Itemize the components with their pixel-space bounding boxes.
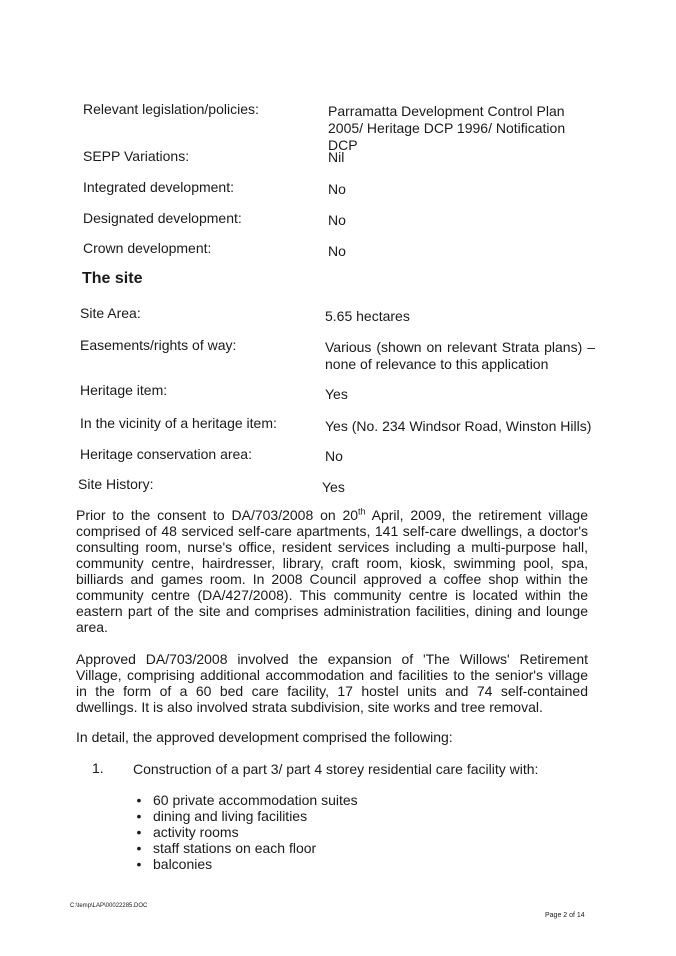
item-number: 1. <box>92 760 104 776</box>
legislation-value: Parramatta Development Control Plan 2005/ Heritage DCP 1996/ Notification DCP <box>328 103 566 153</box>
file-path: C:\temp\LAP\00022285.DOC <box>70 903 148 909</box>
heritage-vicinity-label: In the vicinity of a heritage item: <box>80 415 277 431</box>
sepp-label: SEPP Variations: <box>83 148 190 164</box>
site-heading: The site <box>82 270 143 287</box>
bullet-icon: • <box>136 824 142 840</box>
easements-value: Various (shown on relevant Strata plans) – none of relevance to this application <box>325 339 595 372</box>
paragraph-text: Prior to the consent to DA/703/2008 on 20 <box>76 507 359 523</box>
bullet-icon: • <box>136 808 142 824</box>
list-item <box>133 792 358 808</box>
bullet-icon: • <box>136 840 142 856</box>
bullet-text: balconies <box>153 856 213 872</box>
bullet-text: activity rooms <box>153 824 239 840</box>
heritage-item-value: Yes <box>325 386 348 402</box>
legislation-label: Relevant legislation/policies: <box>83 101 259 117</box>
item-text: Construction of a part 3/ part 4 storey residential care facility with: <box>133 761 539 777</box>
bullet-icon: • <box>136 856 142 872</box>
bullet-text: 60 private accommodation suites <box>153 792 358 808</box>
integrated-label: Integrated development: <box>83 179 234 195</box>
designated-label: Designated development: <box>83 210 242 226</box>
site-history-label: Site History: <box>78 476 154 492</box>
list-item <box>133 824 358 840</box>
site-area-label: Site Area: <box>80 305 141 321</box>
integrated-value: No <box>328 181 346 197</box>
easements-label: Easements/rights of way: <box>80 337 237 353</box>
site-history-value: Yes <box>322 479 345 495</box>
list-item <box>133 840 358 856</box>
page-number: Page 2 of 14 <box>545 912 585 919</box>
designated-value: No <box>328 212 346 228</box>
conservation-area-value: No <box>325 448 343 464</box>
paragraph-text: April, 2009, the retirement village comprised of 48 serviced self-care apartments, 141 self-care dwellings, a doctor's consulting room, nurse's office, resident services including a multi-purpose hall, community centre, hairdresser, library, craft room, kiosk, swimming pool, spa, billiards and games room. In 2008 Council approved a coffee shop within the community centre (DA/427/2008). This community centre is located within the eastern part of the site and comprises administration facilities, dining and lounge area. <box>76 507 589 635</box>
facility-bullet-list <box>133 792 358 872</box>
crown-label: Crown development: <box>83 240 212 256</box>
crown-value: No <box>328 243 346 259</box>
detail-intro: In detail, the approved development comprised the following: <box>76 729 453 745</box>
heritage-item-label: Heritage item: <box>80 382 168 398</box>
bullet-text: dining and living facilities <box>153 808 308 824</box>
bullet-text: staff stations on each floor <box>153 840 317 856</box>
site-history-paragraph <box>76 507 588 635</box>
bullet-icon: • <box>136 792 142 808</box>
sepp-value: Nil <box>328 149 345 165</box>
heritage-vicinity-value: Yes (No. 234 Windsor Road, Winston Hills) <box>325 418 592 434</box>
approved-da-paragraph: Approved DA/703/2008 involved the expansion of 'The Willows' Retirement Village, comprising additional accommodation and facilities to the senior's village in the form of a 60 bed care facility, 17 hostel units and 74 self-contained dwellings. It is also involved strata subdivision, site works and tree removal. <box>76 651 588 715</box>
conservation-area-label: Heritage conservation area: <box>80 446 252 462</box>
list-item <box>133 808 358 824</box>
list-item <box>133 856 358 872</box>
superscript: th <box>358 506 366 517</box>
site-area-value: 5.65 hectares <box>325 308 410 324</box>
